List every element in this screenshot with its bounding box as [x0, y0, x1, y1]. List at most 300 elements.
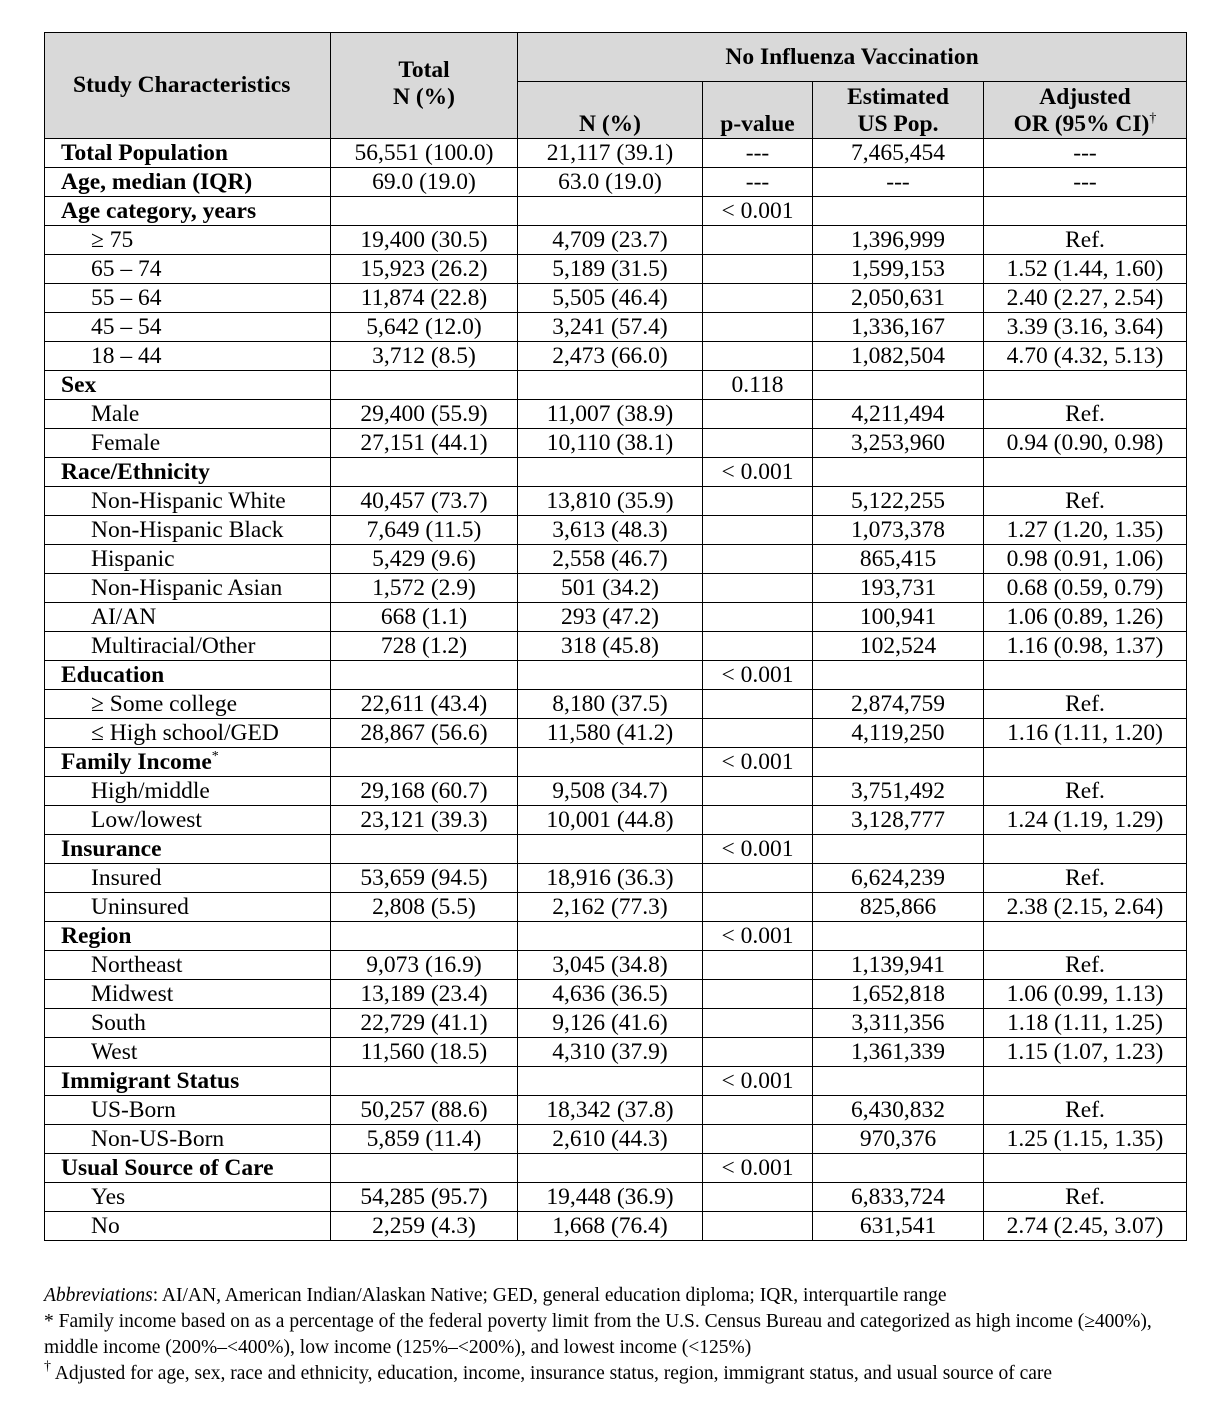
- cell-total: [331, 864, 518, 893]
- cell-p-value: [703, 864, 813, 893]
- cell-label: [45, 197, 331, 226]
- cell-adjusted-or: [984, 777, 1187, 806]
- header-adjusted-or: [984, 82, 1187, 139]
- cell-p-value: [703, 980, 813, 1009]
- cell-label-text: US-Born: [91, 1097, 176, 1123]
- cell-adjusted-or: [984, 516, 1187, 545]
- cell-estimated-us-pop-text: 3,128,777: [851, 807, 945, 833]
- cell-label: [45, 1125, 331, 1154]
- cell-estimated-us-pop: [813, 1154, 984, 1183]
- cell-label: [45, 951, 331, 980]
- cell-adjusted-or: [984, 661, 1187, 690]
- cell-adjusted-or-text: ---: [1073, 169, 1097, 195]
- cell-n-pct: [518, 226, 703, 255]
- cell-adjusted-or-text: Ref.: [1065, 227, 1105, 253]
- cell-estimated-us-pop: [813, 980, 984, 1009]
- cell-n-pct-text: 293 (47.2): [561, 604, 659, 630]
- cell-estimated-us-pop-text: 1,073,378: [851, 517, 945, 543]
- cell-total: [331, 139, 518, 168]
- cell-p-value: [703, 400, 813, 429]
- cell-n-pct: [518, 400, 703, 429]
- cell-total: [331, 284, 518, 313]
- cell-total-text: 29,400 (55.9): [360, 401, 488, 427]
- cell-label: [45, 429, 331, 458]
- cell-label-text: 18 – 44: [91, 343, 162, 369]
- cell-label-text: Yes: [91, 1184, 126, 1210]
- table-row-category: [45, 661, 1187, 690]
- cell-n-pct-text: 18,342 (37.8): [546, 1097, 674, 1123]
- cell-p-value: [703, 487, 813, 516]
- header-estimated-us-pop: [813, 82, 984, 139]
- table-row-category: [45, 168, 1187, 197]
- cell-label-text: AI/AN: [91, 604, 157, 630]
- cell-total: [331, 458, 518, 487]
- cell-label: [45, 1183, 331, 1212]
- cell-n-pct: [518, 1183, 703, 1212]
- cell-total: [331, 1009, 518, 1038]
- footnote-marker: *: [211, 749, 219, 764]
- cell-adjusted-or-text: 4.70 (4.32, 5.13): [1006, 343, 1164, 369]
- cell-n-pct-text: 21,117 (39.1): [546, 140, 674, 166]
- header-total: [331, 33, 518, 139]
- cell-n-pct: [518, 1125, 703, 1154]
- cell-label: [45, 748, 331, 777]
- cell-adjusted-or-text: Ref.: [1065, 778, 1105, 804]
- cell-label-text: Total Population: [61, 140, 228, 166]
- cell-p-value-text: < 0.001: [721, 836, 794, 862]
- cell-label-text: Family Income: [61, 749, 212, 775]
- table-row-subcategory: [45, 603, 1187, 632]
- cell-adjusted-or: [984, 1212, 1187, 1241]
- cell-estimated-us-pop: [813, 922, 984, 951]
- table-row-subcategory: [45, 951, 1187, 980]
- table-row-subcategory: [45, 255, 1187, 284]
- cell-p-value: [703, 139, 813, 168]
- cell-total: [331, 980, 518, 1009]
- table-row-subcategory: [45, 1183, 1187, 1212]
- cell-estimated-us-pop: [813, 806, 984, 835]
- cell-estimated-us-pop: [813, 951, 984, 980]
- cell-adjusted-or: [984, 458, 1187, 487]
- cell-n-pct-text: 2,558 (46.7): [552, 546, 668, 572]
- cell-p-value: [703, 545, 813, 574]
- cell-p-value-text: < 0.001: [721, 923, 794, 949]
- cell-n-pct: [518, 139, 703, 168]
- cell-total: [331, 1038, 518, 1067]
- cell-total-text: 69.0 (19.0): [372, 169, 476, 195]
- cell-estimated-us-pop-text: 1,361,339: [851, 1039, 945, 1065]
- table-row-subcategory: [45, 893, 1187, 922]
- cell-p-value: [703, 516, 813, 545]
- cell-label: [45, 458, 331, 487]
- table-row-subcategory: [45, 1096, 1187, 1125]
- header-n-pct: N (%): [518, 82, 703, 139]
- cell-total-text: 1,572 (2.9): [372, 575, 476, 601]
- cell-total: [331, 545, 518, 574]
- cell-adjusted-or: [984, 284, 1187, 313]
- cell-label-text: Northeast: [91, 952, 183, 978]
- cell-label: [45, 487, 331, 516]
- footnotes: [44, 1283, 1194, 1387]
- cell-n-pct-text: 2,162 (77.3): [552, 894, 668, 920]
- cell-total-text: 668 (1.1): [380, 604, 468, 630]
- table-row-category: [45, 1154, 1187, 1183]
- cell-estimated-us-pop: [813, 1096, 984, 1125]
- cell-total-text: 56,551 (100.0): [354, 140, 494, 166]
- cell-label: [45, 922, 331, 951]
- cell-total-text: 2,259 (4.3): [372, 1213, 476, 1239]
- table-row-subcategory: [45, 1038, 1187, 1067]
- table-row-subcategory: [45, 516, 1187, 545]
- table-row-category: [45, 197, 1187, 226]
- cell-total-text: 19,400 (30.5): [360, 227, 488, 253]
- cell-adjusted-or: [984, 835, 1187, 864]
- cell-total: [331, 197, 518, 226]
- cell-estimated-us-pop-text: 6,430,832: [851, 1097, 945, 1123]
- cell-label-text: Age category, years: [61, 198, 257, 224]
- cell-label: [45, 1009, 331, 1038]
- cell-estimated-us-pop-text: 193,731: [859, 575, 937, 601]
- cell-n-pct: [518, 922, 703, 951]
- cell-adjusted-or: [984, 487, 1187, 516]
- cell-label: [45, 545, 331, 574]
- cell-label-text: Uninsured: [91, 894, 189, 920]
- cell-estimated-us-pop: [813, 342, 984, 371]
- cell-total-text: 11,560 (18.5): [360, 1039, 488, 1065]
- cell-estimated-us-pop: [813, 197, 984, 226]
- cell-label-text: 55 – 64: [91, 285, 162, 311]
- cell-label-text: Immigrant Status: [61, 1068, 240, 1094]
- cell-adjusted-or: [984, 1038, 1187, 1067]
- cell-p-value: [703, 690, 813, 719]
- cell-p-value: [703, 835, 813, 864]
- cell-estimated-us-pop: [813, 748, 984, 777]
- cell-n-pct: [518, 1096, 703, 1125]
- cell-n-pct-text: 4,709 (23.7): [552, 227, 668, 253]
- cell-total-text: 11,874 (22.8): [360, 285, 488, 311]
- cell-adjusted-or: [984, 719, 1187, 748]
- cell-label: [45, 284, 331, 313]
- cell-estimated-us-pop: [813, 632, 984, 661]
- cell-total: [331, 313, 518, 342]
- table-row-subcategory: [45, 864, 1187, 893]
- cell-label: [45, 806, 331, 835]
- cell-label-text: Non-Hispanic Black: [91, 517, 284, 543]
- cell-label: [45, 1212, 331, 1241]
- cell-total: [331, 1125, 518, 1154]
- cell-n-pct: [518, 458, 703, 487]
- cell-n-pct-text: 11,007 (38.9): [546, 401, 674, 427]
- cell-adjusted-or: [984, 226, 1187, 255]
- cell-n-pct-text: 3,045 (34.8): [552, 952, 668, 978]
- cell-total: [331, 806, 518, 835]
- cell-p-value: [703, 168, 813, 197]
- cell-n-pct: [518, 719, 703, 748]
- cell-total-text: 50,257 (88.6): [360, 1097, 488, 1123]
- cell-adjusted-or-text: Ref.: [1065, 865, 1105, 891]
- cell-adjusted-or: [984, 806, 1187, 835]
- cell-p-value: [703, 458, 813, 487]
- cell-adjusted-or-text: 1.24 (1.19, 1.29): [1006, 807, 1164, 833]
- cell-adjusted-or-text: Ref.: [1065, 488, 1105, 514]
- cell-p-value: [703, 226, 813, 255]
- cell-estimated-us-pop-text: 3,253,960: [851, 430, 945, 456]
- header-no-influenza-vaccination: No Influenza Vaccination: [518, 33, 1187, 82]
- table-row-subcategory: [45, 1212, 1187, 1241]
- dagger-mark: †: [44, 1359, 51, 1374]
- cell-estimated-us-pop: [813, 1183, 984, 1212]
- abbreviations-label: Abbreviations: [44, 1285, 153, 1306]
- cell-estimated-us-pop: [813, 226, 984, 255]
- cell-estimated-us-pop-text: 1,082,504: [851, 343, 945, 369]
- cell-estimated-us-pop: [813, 487, 984, 516]
- cell-adjusted-or: [984, 893, 1187, 922]
- cell-estimated-us-pop-text: 100,941: [859, 604, 937, 630]
- cell-n-pct: [518, 777, 703, 806]
- cell-adjusted-or-text: 1.16 (0.98, 1.37): [1006, 633, 1164, 659]
- cell-p-value: [703, 342, 813, 371]
- cell-total-text: 23,121 (39.3): [360, 807, 488, 833]
- abbreviations-text: : AI/AN, American Indian/Alaskan Native; GED, general education diploma; IQR, interquartile range: [152, 1285, 947, 1306]
- cell-p-value: [703, 313, 813, 342]
- cell-estimated-us-pop: [813, 255, 984, 284]
- cell-label-text: Sex: [61, 372, 97, 398]
- cell-label: [45, 980, 331, 1009]
- table-row-subcategory: [45, 574, 1187, 603]
- cell-estimated-us-pop: [813, 835, 984, 864]
- header-study-characteristics: Study Characteristics: [45, 33, 331, 139]
- cell-n-pct: [518, 893, 703, 922]
- cell-total: [331, 922, 518, 951]
- cell-adjusted-or: [984, 1125, 1187, 1154]
- cell-total: [331, 342, 518, 371]
- cell-total: [331, 255, 518, 284]
- cell-label-text: Usual Source of Care: [61, 1155, 274, 1181]
- cell-estimated-us-pop-text: 970,376: [859, 1126, 937, 1152]
- cell-n-pct: [518, 284, 703, 313]
- table-row-subcategory: [45, 313, 1187, 342]
- cell-p-value: [703, 1067, 813, 1096]
- cell-adjusted-or: [984, 197, 1187, 226]
- cell-p-value: [703, 632, 813, 661]
- cell-n-pct: [518, 342, 703, 371]
- cell-total-text: 13,189 (23.4): [360, 981, 488, 1007]
- cell-estimated-us-pop-text: 6,833,724: [851, 1184, 945, 1210]
- cell-p-value-text: ---: [745, 140, 770, 166]
- cell-n-pct: [518, 603, 703, 632]
- cell-p-value: [703, 255, 813, 284]
- cell-total: [331, 400, 518, 429]
- footnote-abbreviations: [44, 1283, 1194, 1309]
- cell-n-pct-text: 2,473 (66.0): [552, 343, 668, 369]
- cell-estimated-us-pop-text: 2,874,759: [851, 691, 945, 717]
- table-row-subcategory: [45, 487, 1187, 516]
- cell-p-value: [703, 371, 813, 400]
- header-or-line2: OR (95% CI): [1013, 111, 1150, 137]
- cell-adjusted-or: [984, 429, 1187, 458]
- cell-n-pct: [518, 951, 703, 980]
- cell-adjusted-or-text: Ref.: [1065, 691, 1105, 717]
- cell-total-text: 9,073 (16.9): [366, 952, 482, 978]
- cell-total-text: 7,649 (11.5): [366, 517, 482, 543]
- cell-label: [45, 864, 331, 893]
- table-row-subcategory: [45, 690, 1187, 719]
- characteristics-table: [44, 32, 1187, 1241]
- header-total-line2: N (%): [393, 84, 455, 110]
- cell-label: [45, 168, 331, 197]
- cell-total-text: 40,457 (73.7): [360, 488, 488, 514]
- cell-p-value-text: ---: [745, 169, 770, 195]
- cell-total: [331, 516, 518, 545]
- cell-label: [45, 1154, 331, 1183]
- cell-estimated-us-pop-text: 102,524: [859, 633, 937, 659]
- cell-n-pct: [518, 1212, 703, 1241]
- cell-n-pct: [518, 690, 703, 719]
- cell-estimated-us-pop-text: 865,415: [859, 546, 937, 572]
- cell-estimated-us-pop: [813, 661, 984, 690]
- cell-total: [331, 1212, 518, 1241]
- cell-p-value: [703, 777, 813, 806]
- cell-n-pct-text: 3,241 (57.4): [552, 314, 668, 340]
- cell-estimated-us-pop: [813, 719, 984, 748]
- cell-total: [331, 1154, 518, 1183]
- cell-total-text: 27,151 (44.1): [360, 430, 488, 456]
- cell-total: [331, 429, 518, 458]
- cell-estimated-us-pop-text: 2,050,631: [851, 285, 945, 311]
- cell-total: [331, 226, 518, 255]
- cell-label-text: Insured: [91, 865, 162, 891]
- cell-adjusted-or: [984, 1096, 1187, 1125]
- table-row-category: [45, 458, 1187, 487]
- cell-adjusted-or-text: 1.16 (1.11, 1.20): [1007, 720, 1163, 746]
- cell-p-value: [703, 603, 813, 632]
- cell-n-pct-text: 9,508 (34.7): [552, 778, 668, 804]
- table-row-category: [45, 371, 1187, 400]
- cell-label-text: Age, median (IQR): [61, 169, 253, 195]
- cell-n-pct-text: 11,580 (41.2): [546, 720, 674, 746]
- cell-label: [45, 893, 331, 922]
- cell-p-value: [703, 719, 813, 748]
- cell-label: [45, 516, 331, 545]
- cell-p-value: [703, 1009, 813, 1038]
- cell-adjusted-or: [984, 1183, 1187, 1212]
- cell-total: [331, 951, 518, 980]
- table-row-category: [45, 748, 1187, 777]
- cell-adjusted-or-text: 1.52 (1.44, 1.60): [1006, 256, 1164, 282]
- cell-label-text: Low/lowest: [91, 807, 202, 833]
- cell-n-pct-text: 5,505 (46.4): [552, 285, 668, 311]
- cell-adjusted-or: [984, 632, 1187, 661]
- cell-label: [45, 226, 331, 255]
- cell-estimated-us-pop: [813, 400, 984, 429]
- cell-total-text: 3,712 (8.5): [372, 343, 476, 369]
- table-header: [45, 33, 1187, 139]
- table-row-subcategory: [45, 429, 1187, 458]
- cell-p-value: [703, 1038, 813, 1067]
- cell-label-text: Insurance: [61, 836, 162, 862]
- cell-label-text: South: [91, 1010, 146, 1036]
- cell-n-pct: [518, 197, 703, 226]
- cell-adjusted-or-text: 0.68 (0.59, 0.79): [1006, 575, 1164, 601]
- cell-total-text: 728 (1.2): [380, 633, 468, 659]
- cell-estimated-us-pop: [813, 1212, 984, 1241]
- cell-label-text: Education: [61, 662, 165, 688]
- cell-n-pct: [518, 313, 703, 342]
- cell-estimated-us-pop-text: 4,211,494: [851, 401, 945, 427]
- cell-label-text: Non-Hispanic White: [91, 488, 286, 514]
- cell-estimated-us-pop: [813, 893, 984, 922]
- header-or-line1: Adjusted: [1039, 84, 1131, 110]
- cell-estimated-us-pop-text: ---: [886, 169, 910, 195]
- cell-p-value-text: 0.118: [731, 372, 784, 398]
- cell-label: [45, 835, 331, 864]
- table-row-category: [45, 922, 1187, 951]
- cell-estimated-us-pop: [813, 1067, 984, 1096]
- cell-n-pct-text: 501 (34.2): [561, 575, 659, 601]
- cell-adjusted-or-text: Ref.: [1065, 1097, 1105, 1123]
- cell-total: [331, 719, 518, 748]
- cell-adjusted-or: [984, 603, 1187, 632]
- cell-n-pct: [518, 371, 703, 400]
- cell-label: [45, 255, 331, 284]
- cell-total: [331, 835, 518, 864]
- cell-estimated-us-pop: [813, 516, 984, 545]
- cell-label-text: High/middle: [91, 778, 210, 804]
- cell-p-value: [703, 922, 813, 951]
- cell-n-pct: [518, 255, 703, 284]
- cell-label: [45, 371, 331, 400]
- cell-adjusted-or: [984, 1154, 1187, 1183]
- cell-estimated-us-pop: [813, 429, 984, 458]
- cell-label-text: West: [91, 1039, 138, 1065]
- table-row-subcategory: [45, 806, 1187, 835]
- cell-adjusted-or: [984, 864, 1187, 893]
- cell-label: [45, 139, 331, 168]
- cell-adjusted-or: [984, 574, 1187, 603]
- cell-n-pct: [518, 980, 703, 1009]
- cell-adjusted-or: [984, 313, 1187, 342]
- cell-label: [45, 777, 331, 806]
- cell-estimated-us-pop: [813, 371, 984, 400]
- cell-total: [331, 632, 518, 661]
- cell-adjusted-or: [984, 255, 1187, 284]
- cell-estimated-us-pop: [813, 603, 984, 632]
- cell-estimated-us-pop: [813, 1038, 984, 1067]
- table-row-subcategory: [45, 632, 1187, 661]
- cell-adjusted-or-text: 2.38 (2.15, 2.64): [1006, 894, 1164, 920]
- cell-n-pct-text: 4,310 (37.9): [552, 1039, 668, 1065]
- cell-label-text: ≤ High school/GED: [91, 720, 279, 746]
- cell-n-pct: [518, 1067, 703, 1096]
- cell-label: [45, 719, 331, 748]
- cell-n-pct: [518, 864, 703, 893]
- cell-adjusted-or-text: 1.25 (1.15, 1.35): [1006, 1126, 1164, 1152]
- cell-label: [45, 400, 331, 429]
- cell-n-pct: [518, 661, 703, 690]
- table-row-subcategory: [45, 545, 1187, 574]
- cell-label-text: 45 – 54: [91, 314, 162, 340]
- cell-p-value-text: < 0.001: [721, 1155, 794, 1181]
- cell-label-text: Hispanic: [91, 546, 175, 572]
- header-est-line1: Estimated: [847, 84, 949, 110]
- cell-total: [331, 371, 518, 400]
- cell-n-pct-text: 10,001 (44.8): [546, 807, 674, 833]
- cell-p-value-text: < 0.001: [721, 749, 794, 775]
- table-row-subcategory: [45, 1125, 1187, 1154]
- cell-total: [331, 777, 518, 806]
- cell-estimated-us-pop-text: 6,624,239: [851, 865, 945, 891]
- cell-p-value: [703, 574, 813, 603]
